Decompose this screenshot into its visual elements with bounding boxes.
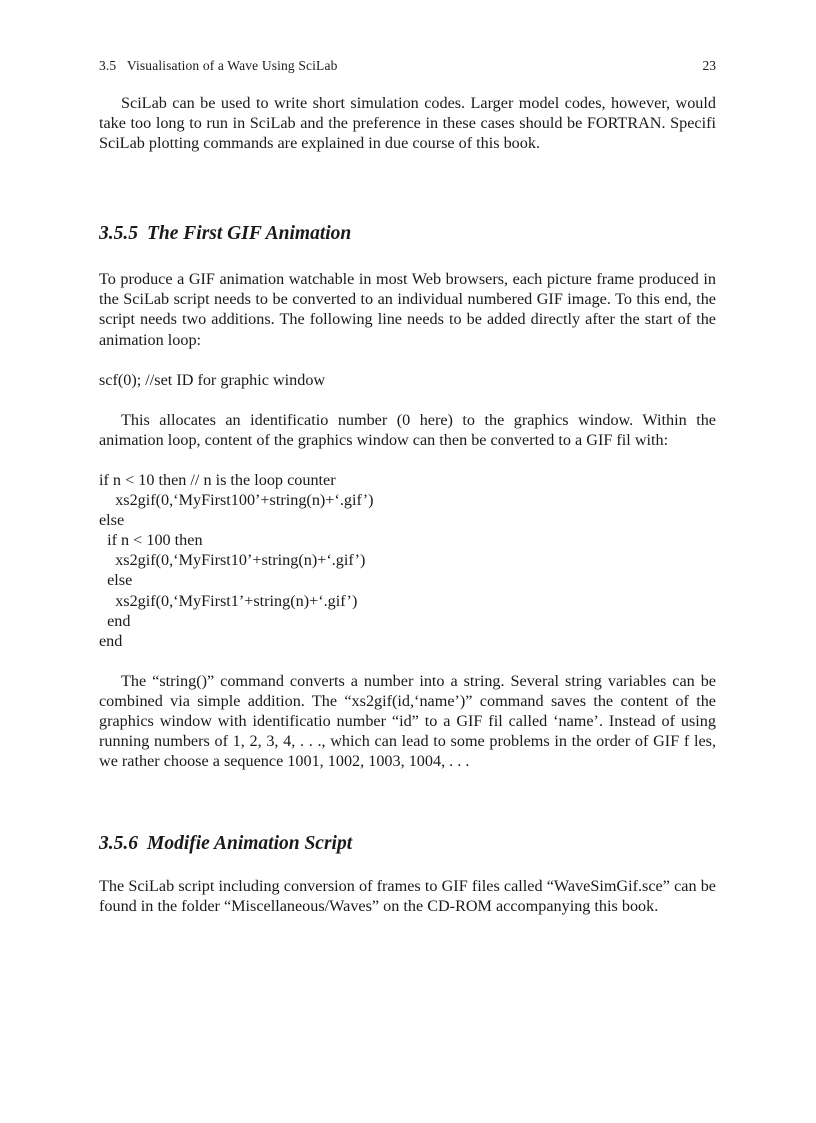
intro-paragraph: SciLab can be used to write short simulation codes. Larger model codes, however, would take too long to run in SciLab and the preference in these cases should be FORTRAN. Specifi SciLab plotting commands are explained in due course of this book.	[99, 94, 716, 153]
section-number: 3.5.6	[99, 833, 138, 855]
section-title: The First GIF Animation	[147, 223, 352, 245]
section-number: 3.5.5	[99, 223, 138, 245]
code-line-scf: scf(0); //set ID for graphic window	[99, 370, 326, 389]
code-line: else	[99, 511, 125, 530]
gif-intro-paragraph: To produce a GIF animation watchable in most Web browsers, each picture frame produced in the SciLab script needs to be converted to an individual numbered GIF image. To this end, the script needs two additions. The following line needs to be added directly after the start of the animation loop:	[99, 270, 716, 349]
header-section-number: 3.5	[99, 58, 117, 73]
code-line: end	[99, 611, 131, 630]
code-line: end	[99, 631, 123, 650]
code-line: xs2gif(0,‘MyFirst100’+string(n)+‘.gif’)	[99, 491, 374, 510]
code-line: xs2gif(0,‘MyFirst10’+string(n)+‘.gif’)	[99, 551, 366, 570]
code-line: if n < 10 then // n is the loop counter	[99, 470, 336, 489]
section-title: Modifie Animation Script	[147, 833, 353, 855]
code-line: else	[99, 571, 133, 590]
section-heading-3-5-5	[99, 222, 716, 246]
code-block-xs2gif	[99, 470, 716, 651]
allocation-paragraph: This allocates an identificatio number (0 here) to the graphics window. Within the animation loop, content of the graphics window can then be converted to a GIF fil with:	[99, 410, 716, 449]
code-line: if n < 100 then	[99, 531, 203, 550]
code-line: xs2gif(0,‘MyFirst1’+string(n)+‘.gif’)	[99, 591, 358, 610]
header-section-title: Visualisation of a Wave Using SciLab	[126, 58, 338, 73]
script-location-paragraph: The SciLab script including conversion of frames to GIF files called “WaveSimGif.sce” can be found in the folder “Miscellaneous/Waves” on the CD-ROM accompanying this book.	[99, 877, 716, 916]
running-header-left	[99, 56, 338, 76]
page-number: 23	[702, 58, 716, 73]
string-command-paragraph: The “string()” command converts a number into a string. Several string variables can be combined via simple addition. The “xs2gif(id,‘name’)” command saves the content of the graphics window with identificatio number “id” to a GIF fil called ‘name’. Instead of using running numbers of 1, 2, 3, 4, . . ., which can lead to some problems in the order of GIF f les, we rather choose a sequence 1001, 1002, 1003, 1004, . . .	[99, 671, 716, 771]
book-page	[99, 56, 716, 916]
section-heading-3-5-6	[99, 832, 716, 856]
running-header	[99, 56, 716, 76]
